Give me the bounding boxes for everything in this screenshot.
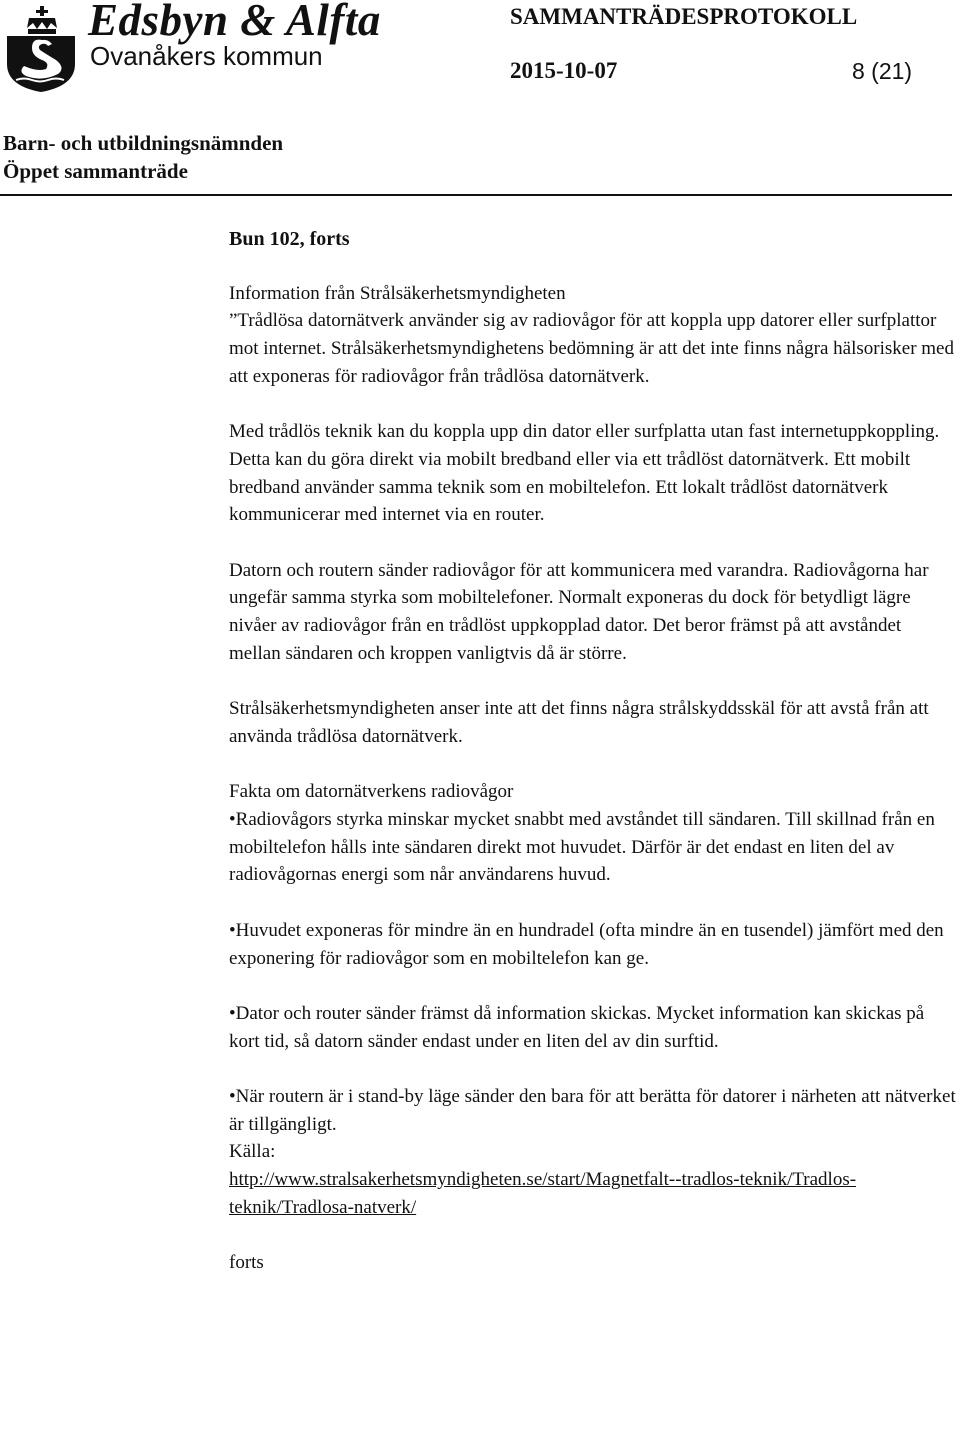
source-label: Källa: [229, 1141, 276, 1163]
paragraph-assessment: Strålsäkerhetsmyndigheten anser inte att det finns några strålskyddsskäl för att avstå från att använda trådlösa datornätverk. [229, 698, 929, 747]
fact-bullet-distance: •Radiovågors styrka minskar mycket snabbt med avståndet till sändaren. Till skillnad från en mobiltelefon hålls inte sändaren direkt mot huvudet. Därför är det endast en liten del av radiovågornas energi som når användarens huvud. [229, 809, 935, 886]
fact-bullet-exposure: •Huvudet exponeras för mindre än en hundradel (ofta mindre än en tusendel) jämfört med den exponering för radiovågor som en mobiltelefon kan ge. [229, 919, 944, 969]
page-number: 8 (21) [852, 58, 913, 84]
logo-wordmark: Edsbyn & Alfta [88, 0, 381, 45]
municipal-swan-crown-emblem-icon [2, 2, 80, 92]
source-link[interactable]: http://www.stralsakerhetsmyndigheten.se/start/Magnetfalt--tradlos-teknik/Tradlos-teknik/Tradlosa-natverk/ [229, 1169, 857, 1218]
meeting-date: 2015-10-07 [510, 58, 618, 83]
fact-bullet-transmission: •Dator och router sänder främst då information skickas. Mycket information kan skickas på kort tid, så datorn sänder endast under en liten del av din surftid. [229, 1002, 925, 1052]
document-type-title: SAMMANTRÄDESPROTOKOLL [510, 4, 858, 29]
session-type: Öppet sammanträde [3, 159, 188, 183]
municipality-logo [0, 0, 380, 95]
fact-bullet-standby: •När routern är i stand-by läge sänder den bara för att berätta för datorer i närheten att nätverket är tillgängligt. [229, 1085, 956, 1135]
facts-heading: Fakta om datornätverkens radiovågor [229, 781, 514, 803]
header-divider [0, 194, 952, 196]
section-heading: Bun 102, forts [229, 228, 350, 250]
info-heading: Information från Strålsäkerhetsmyndigheten [229, 282, 566, 304]
intro-paragraph: ”Trådlösa datornätverk använder sig av radiovågor för att koppla upp datorer eller surfplattor mot internet. Strålsäkerhetsmyndighetens bedömning är att det inte finns några hälsorisker med att exponeras för radiovågor från trådlösa datornätverk. [229, 310, 954, 387]
document-body [229, 226, 957, 1277]
paragraph-radio-waves: Datorn och routern sänder radiovågor för att kommunicera med varandra. Radiovågorna har ungefär samma styrka som mobiltelefoner. Normalt exponeras du dock för betydligt lägre nivåer av radiovågor från en trådlöst uppkopplad dator. Det beror främst på att avståndet mellan sändaren och kroppen vanligtvis då är större. [229, 559, 929, 664]
committee-name: Barn- och utbildningsnämnden [3, 131, 284, 155]
logo-municipality-name: Ovanåkers kommun [90, 41, 323, 71]
paragraph-wireless-tech: Med trådlös teknik kan du koppla upp din dator eller surfplatta utan fast internetuppkoppling. Detta kan du göra direkt via mobilt bredband eller via ett trådlöst datornätverk. Ett mobilt bredband använder samma teknik som en mobiltelefon. Ett lokalt trådlöst datornätverk kommunicerar med internet via en router. [229, 421, 940, 526]
continued-marker: forts [229, 1252, 264, 1274]
